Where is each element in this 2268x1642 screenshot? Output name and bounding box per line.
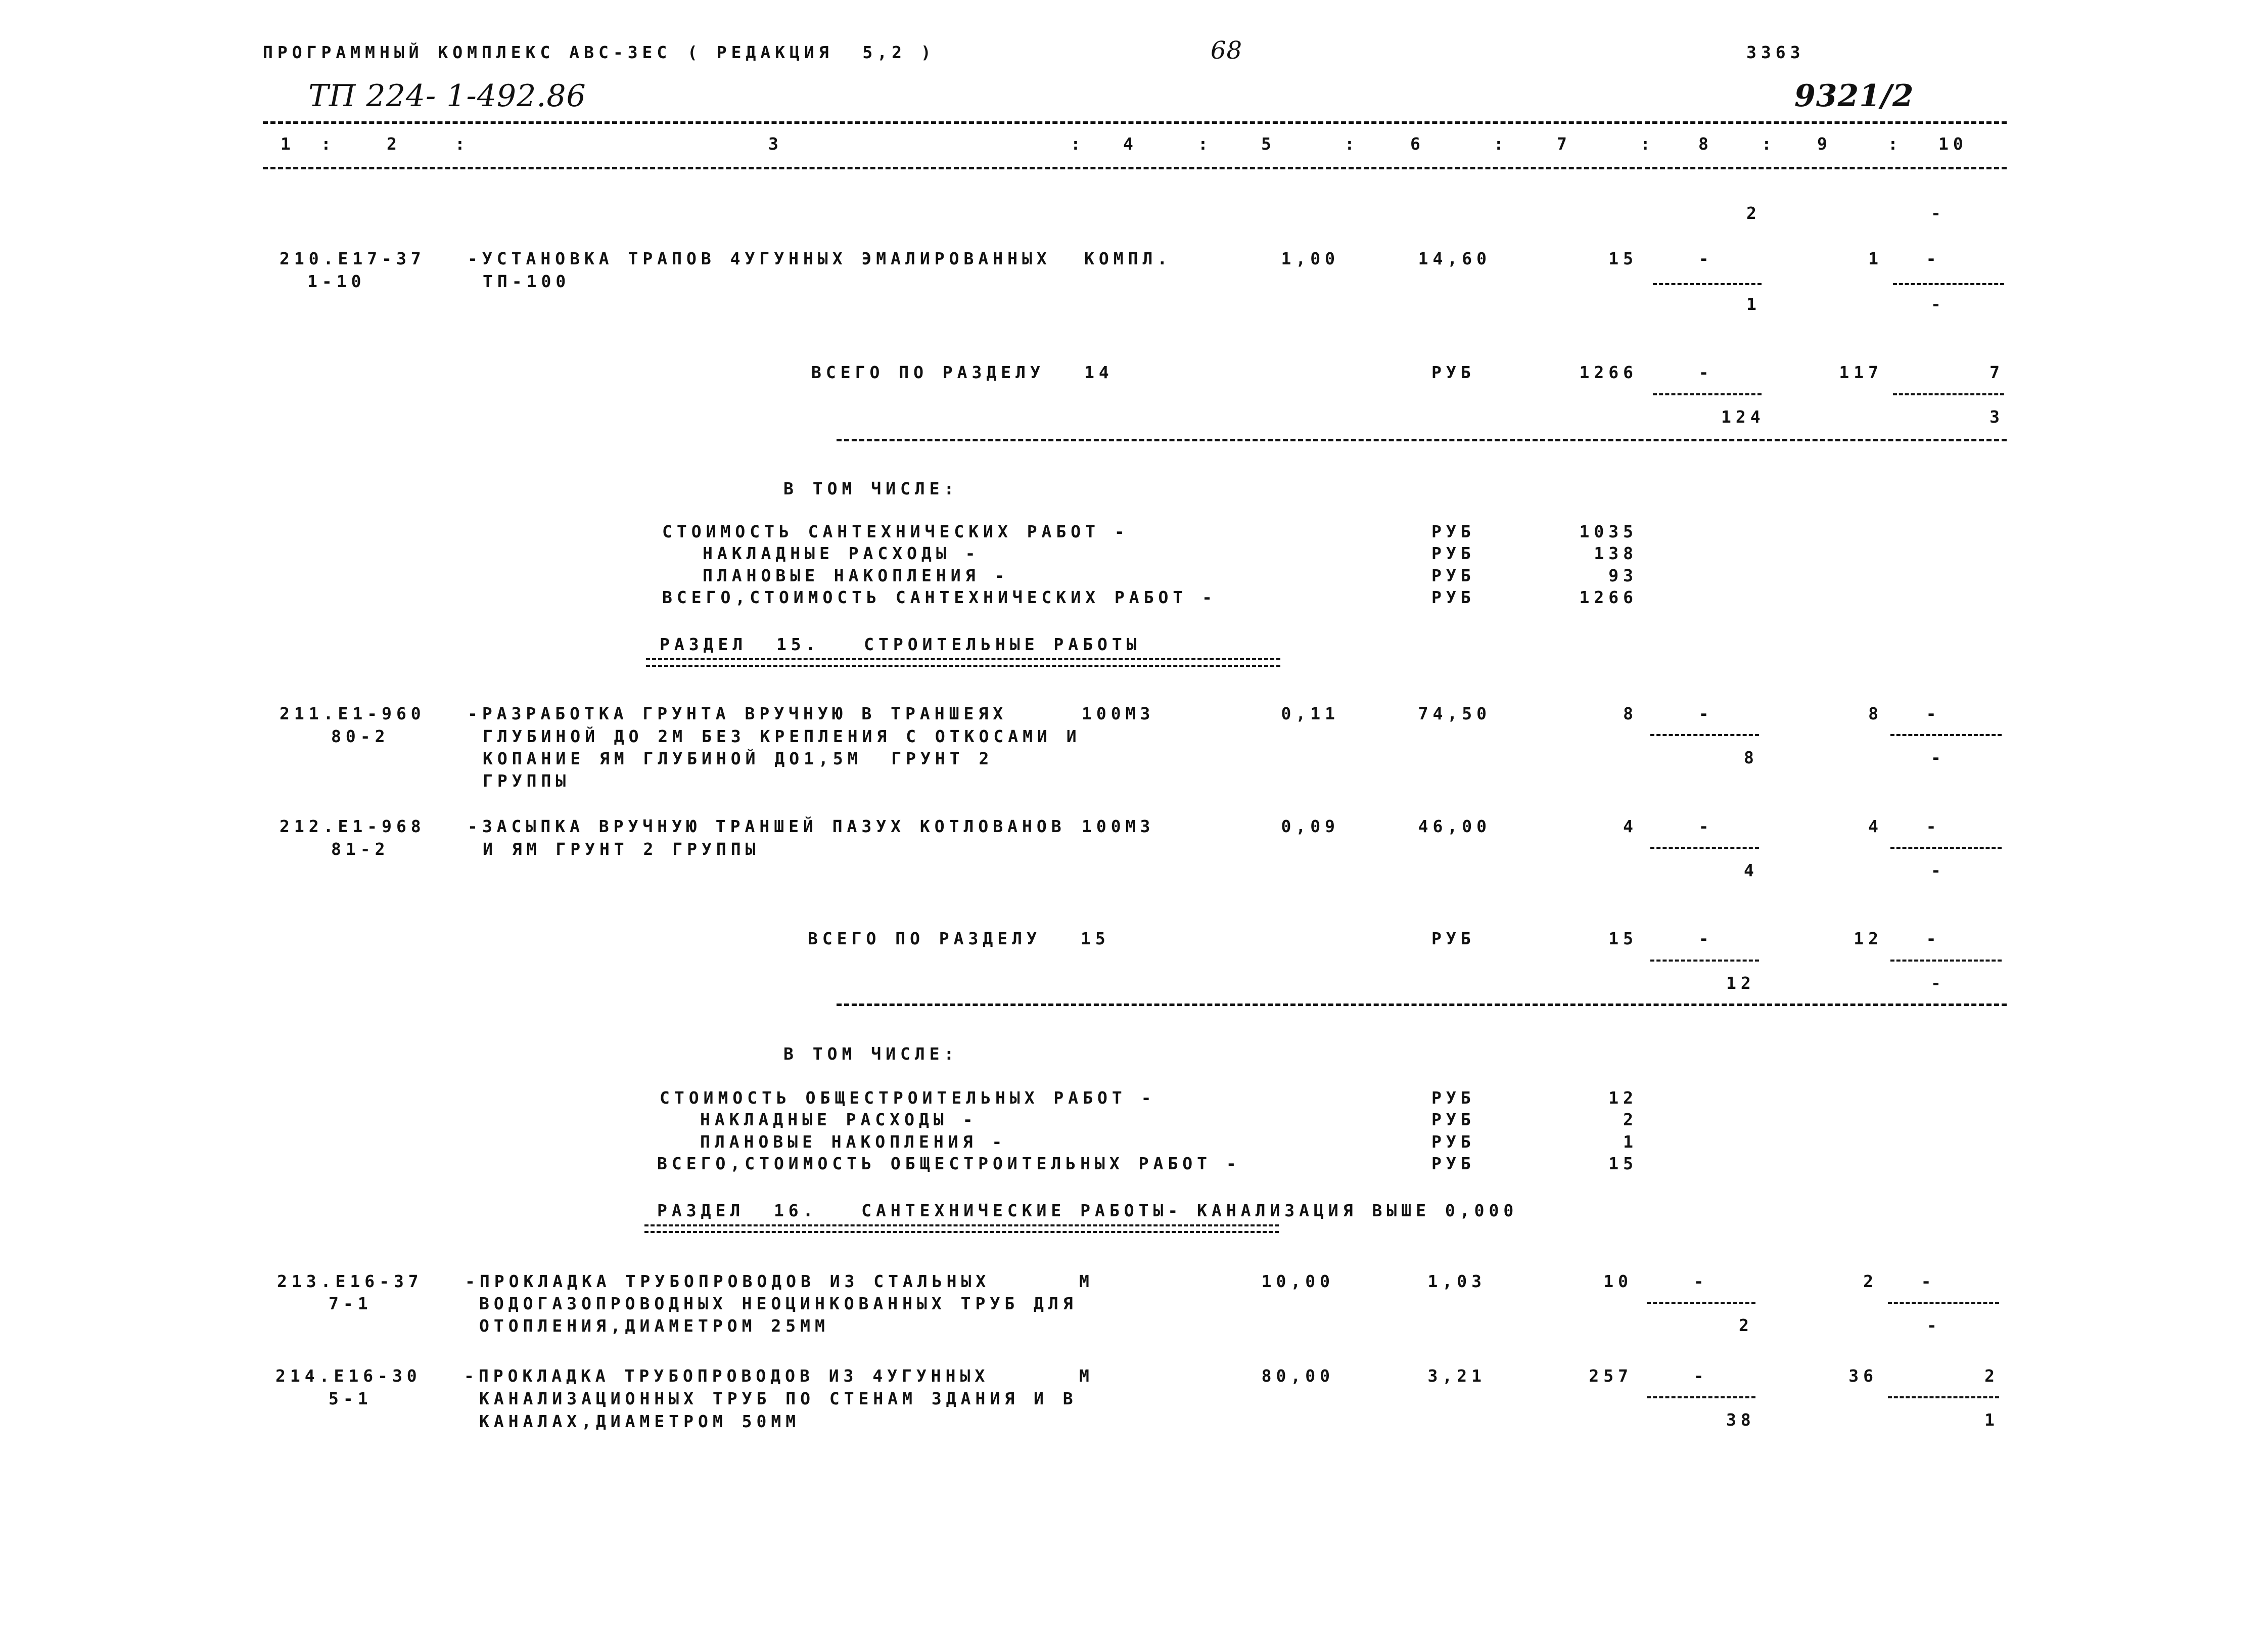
fraction-rule xyxy=(1650,734,1759,736)
col-sep: : xyxy=(1071,134,1085,154)
total-label: ВСЕГО ПО РАЗДЕЛУ xyxy=(808,929,1041,948)
item-subcode: 1-10 xyxy=(307,271,366,291)
item-quantity: 0,11 xyxy=(1281,704,1339,723)
breakdown-unit: РУБ xyxy=(1431,522,1475,541)
breakdown-title: В ТОМ ЧИСЛЕ: xyxy=(783,479,959,498)
item-description: ГЛУБИНОЙ ДО 2М БЕЗ КРЕПЛЕНИЯ С ОТКОСАМИ И xyxy=(483,726,1081,746)
cell-c8-top: 2 xyxy=(1746,203,1761,223)
total-section: 14 xyxy=(1084,362,1114,382)
fraction-rule xyxy=(1893,393,2004,395)
fraction-rule xyxy=(1890,960,2002,962)
item-description: -ПРОКЛАДКА ТРУБОПРОВОДОВ ИЗ 4УГУННЫХ xyxy=(464,1366,990,1386)
breakdown-line: СТОИМОСТЬ ОБЩЕСТРОИТЕЛЬНЫХ РАБОТ - xyxy=(660,1088,1156,1108)
breakdown-value: 2 xyxy=(1623,1110,1638,1129)
item-unit-price: 3,21 xyxy=(1427,1366,1486,1386)
total-amount: 15 xyxy=(1608,929,1638,948)
cell-c10-top: - xyxy=(1931,203,1946,223)
breakdown-unit: РУБ xyxy=(1431,1088,1475,1108)
item-number: 210.Е17-37 xyxy=(280,249,426,268)
item-quantity: 80,00 xyxy=(1261,1366,1334,1386)
cell-c9: 36 xyxy=(1848,1366,1878,1386)
header-rule-top xyxy=(263,121,2007,124)
cell-c10: - xyxy=(1926,929,1941,948)
cell-c10: 7 xyxy=(1989,362,2004,382)
col-10: 10 xyxy=(1938,134,1968,154)
item-description: -ЗАСЫПКА ВРУЧНУЮ ТРАНШЕЙ ПАЗУХ КОТЛОВАНОВ xyxy=(468,816,1066,836)
fraction-rule xyxy=(1888,1396,1999,1398)
item-description: КАНАЛИЗАЦИОННЫХ ТРУБ ПО СТЕНАМ ЗДАНИЯ И В xyxy=(479,1389,1078,1408)
item-description: -ПРОКЛАДКА ТРУБОПРОВОДОВ ИЗ СТАЛЬНЫХ xyxy=(465,1271,991,1291)
cell-c10: - xyxy=(1921,1271,1936,1291)
fraction-rule xyxy=(1647,1396,1755,1398)
cell-c10: - xyxy=(1926,249,1941,268)
fraction-rule xyxy=(1888,1302,1999,1304)
item-total: 257 xyxy=(1589,1366,1633,1386)
item-total: 10 xyxy=(1603,1271,1633,1291)
cell-c8-low: 124 xyxy=(1721,407,1765,427)
total-unit: РУБ xyxy=(1431,362,1475,382)
cell-c10-low: 1 xyxy=(1984,1410,1999,1430)
document-code: 3363 xyxy=(1746,42,1805,62)
project-number: ТП 224- 1-492.86 xyxy=(308,78,586,114)
breakdown-line: ВСЕГО,СТОИМОСТЬ САНТЕХНИЧЕСКИХ РАБОТ - xyxy=(662,587,1217,607)
item-quantity: 0,09 xyxy=(1281,816,1339,836)
item-subcode: 80-2 xyxy=(331,726,390,746)
item-unit: КОМПЛ. xyxy=(1084,249,1172,268)
fraction-rule xyxy=(1890,847,2002,849)
item-number: 214.Е16-30 xyxy=(275,1366,422,1386)
item-number: 213.Е16-37 xyxy=(277,1271,423,1291)
breakdown-unit: РУБ xyxy=(1431,1154,1475,1173)
cell-c8-low: 8 xyxy=(1744,748,1758,767)
cell-c8-low: 38 xyxy=(1726,1410,1755,1430)
item-subcode: 81-2 xyxy=(331,839,390,859)
breakdown-unit: РУБ xyxy=(1431,543,1475,563)
cell-c10-low: - xyxy=(1931,748,1946,767)
section-heading-underline xyxy=(644,1224,1279,1233)
breakdown-line: СТОИМОСТЬ САНТЕХНИЧЕСКИХ РАБОТ - xyxy=(662,522,1129,541)
item-total: 15 xyxy=(1608,249,1638,268)
item-subcode: 7-1 xyxy=(329,1294,373,1313)
breakdown-value: 93 xyxy=(1608,566,1638,585)
total-unit: РУБ xyxy=(1431,929,1475,948)
breakdown-line: НАКЛАДНЫЕ РАСХОДЫ - xyxy=(703,543,980,563)
cell-c8: - xyxy=(1698,362,1714,382)
breakdown-unit: РУБ xyxy=(1431,1110,1475,1129)
col-9: 9 xyxy=(1817,134,1832,154)
breakdown-line: ПЛАНОВЫЕ НАКОПЛЕНИЯ - xyxy=(700,1132,1007,1152)
cell-c9: 2 xyxy=(1863,1271,1878,1291)
total-amount: 1266 xyxy=(1579,362,1638,382)
program-edition: ( РЕДАКЦИЯ 5,2 ) xyxy=(687,42,936,62)
item-description: ОТОПЛЕНИЯ,ДИАМЕТРОМ 25ММ xyxy=(479,1316,829,1336)
cell-c8-low: 2 xyxy=(1739,1315,1753,1335)
fraction-rule xyxy=(1647,1302,1755,1304)
total-label: ВСЕГО ПО РАЗДЕЛУ xyxy=(811,362,1045,382)
cell-c9: 117 xyxy=(1839,362,1883,382)
cell-c8: - xyxy=(1698,704,1714,723)
item-description: ГРУППЫ xyxy=(483,771,571,791)
col-3: 3 xyxy=(768,134,783,154)
cell-c10-low: 3 xyxy=(1989,407,2004,427)
header-rule-bottom xyxy=(263,167,2007,169)
item-unit: М xyxy=(1079,1366,1094,1386)
col-sep: : xyxy=(321,134,336,154)
breakdown-unit: РУБ xyxy=(1431,587,1475,607)
item-unit-price: 1,03 xyxy=(1427,1271,1486,1291)
col-8: 8 xyxy=(1698,134,1713,154)
item-number: 212.Е1-968 xyxy=(280,816,426,836)
cell-c9: 4 xyxy=(1868,816,1883,836)
breakdown-value: 138 xyxy=(1594,543,1638,563)
item-total: 4 xyxy=(1623,816,1638,836)
item-quantity: 1,00 xyxy=(1281,249,1339,268)
col-sep: : xyxy=(1762,134,1776,154)
cell-c10: - xyxy=(1926,816,1941,836)
item-unit-price: 74,50 xyxy=(1418,704,1491,723)
section-heading-16: РАЗДЕЛ 16. САНТЕХНИЧЕСКИЕ РАБОТЫ- КАНАЛИЗАЦИЯ ВЫШЕ 0,000 xyxy=(657,1201,1518,1220)
col-sep: : xyxy=(1198,134,1213,154)
item-total: 8 xyxy=(1623,704,1638,723)
item-unit: 100М3 xyxy=(1082,704,1155,723)
breakdown-title: В ТОМ ЧИСЛЕ: xyxy=(783,1044,959,1064)
cell-c10-low: - xyxy=(1931,294,1946,314)
col-sep: : xyxy=(1640,134,1655,154)
col-1: 1 xyxy=(281,134,295,154)
item-unit-price: 46,00 xyxy=(1418,816,1491,836)
cell-c9: 1 xyxy=(1868,249,1883,268)
item-description: ТП-100 xyxy=(483,271,571,291)
breakdown-value: 1266 xyxy=(1579,587,1638,607)
col-7: 7 xyxy=(1557,134,1571,154)
cell-c10-low: - xyxy=(1927,1315,1941,1335)
col-sep: : xyxy=(1494,134,1508,154)
col-sep: : xyxy=(1345,134,1359,154)
cell-c9: 12 xyxy=(1854,929,1883,948)
col-4: 4 xyxy=(1123,134,1138,154)
cell-c10: - xyxy=(1926,704,1941,723)
section-rule xyxy=(837,439,2007,441)
cell-c8: - xyxy=(1693,1271,1708,1291)
fraction-rule xyxy=(1650,960,1759,962)
item-description: ВОДОГАЗОПРОВОДНЫХ НЕОЦИНКОВАННЫХ ТРУБ ДЛЯ xyxy=(479,1294,1078,1313)
breakdown-unit: РУБ xyxy=(1431,1132,1475,1152)
col-5: 5 xyxy=(1261,134,1276,154)
cell-c8: - xyxy=(1698,249,1714,268)
fraction-rule xyxy=(1893,283,2004,285)
col-sep: : xyxy=(455,134,470,154)
section-heading-underline xyxy=(646,658,1280,667)
breakdown-value: 12 xyxy=(1608,1088,1638,1108)
cell-c8: - xyxy=(1698,816,1714,836)
item-unit: 100М3 xyxy=(1082,816,1155,836)
item-description: -РАЗРАБОТКА ГРУНТА ВРУЧНУЮ В ТРАНШЕЯХ xyxy=(468,704,1008,723)
item-quantity: 10,00 xyxy=(1261,1271,1334,1291)
cell-c8: - xyxy=(1693,1366,1708,1386)
col-6: 6 xyxy=(1410,134,1425,154)
cell-c10-low: - xyxy=(1931,860,1946,880)
item-number: 211.Е1-960 xyxy=(280,704,426,723)
cell-c8-low: 1 xyxy=(1746,294,1761,314)
item-unit: М xyxy=(1079,1271,1094,1291)
item-subcode: 5-1 xyxy=(329,1389,373,1408)
fraction-rule xyxy=(1653,283,1762,285)
breakdown-value: 1 xyxy=(1623,1132,1638,1152)
breakdown-unit: РУБ xyxy=(1431,566,1475,585)
cell-c8-low: 12 xyxy=(1726,973,1755,993)
cell-c10-low: - xyxy=(1931,973,1946,993)
item-unit-price: 14,60 xyxy=(1418,249,1491,268)
item-description: -УСТАНОВКА ТРАПОВ 4УГУННЫХ ЭМАЛИРОВАННЫХ xyxy=(468,249,1051,268)
program-name: ПРОГРАММНЫЙ КОМПЛЕКС АВС-3ЕС xyxy=(263,42,672,62)
fraction-rule xyxy=(1653,393,1762,395)
item-description: КОПАНИЕ ЯМ ГЛУБИНОЙ ДО1,5М ГРУНТ 2 xyxy=(483,749,994,768)
cell-c10: 2 xyxy=(1984,1366,1999,1386)
fraction-rule xyxy=(1890,734,2002,736)
breakdown-line: ВСЕГО,СТОИМОСТЬ ОБЩЕСТРОИТЕЛЬНЫХ РАБОТ - xyxy=(657,1154,1241,1173)
cell-c8: - xyxy=(1698,929,1714,948)
cell-c9: 8 xyxy=(1868,704,1883,723)
section-heading-15: РАЗДЕЛ 15. СТРОИТЕЛЬНЫЕ РАБОТЫ xyxy=(660,634,1141,654)
col-sep: : xyxy=(1888,134,1903,154)
item-description: И ЯМ ГРУНТ 2 ГРУППЫ xyxy=(483,839,760,859)
section-rule xyxy=(837,1004,2007,1006)
breakdown-line: ПЛАНОВЫЕ НАКОПЛЕНИЯ - xyxy=(703,566,1009,585)
page-number: 68 xyxy=(1211,36,1243,65)
breakdown-line: НАКЛАДНЫЕ РАСХОДЫ - xyxy=(700,1110,978,1129)
item-description: КАНАЛАХ,ДИАМЕТРОМ 50ММ xyxy=(479,1411,801,1431)
sheet-number: 9321/2 xyxy=(1794,78,1914,114)
breakdown-value: 1035 xyxy=(1579,522,1638,541)
col-2: 2 xyxy=(387,134,401,154)
fraction-rule xyxy=(1650,847,1759,849)
breakdown-value: 15 xyxy=(1608,1154,1638,1173)
total-section: 15 xyxy=(1081,929,1110,948)
cell-c8-low: 4 xyxy=(1744,860,1758,880)
